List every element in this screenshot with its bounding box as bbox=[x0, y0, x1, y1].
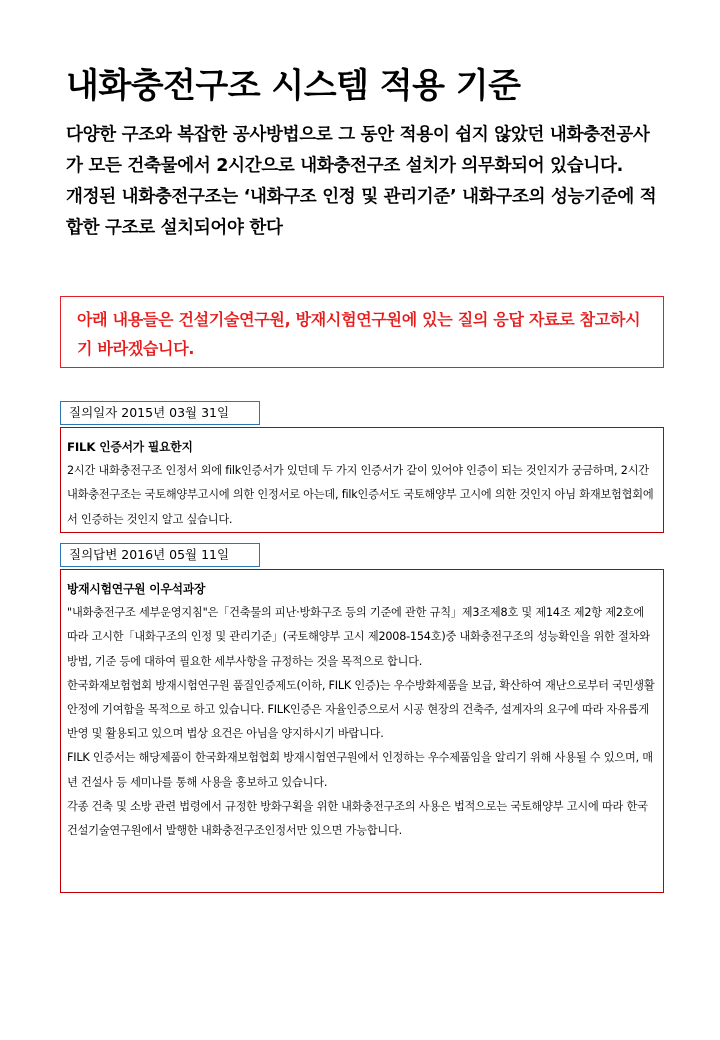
answer-paragraph: "내화충전구조 세부운영지침"은「건축물의 피난·방화구조 등의 기준에 관한 규칙」제3조제8호 및 제14조 제2항 제2호에 따라 고시한「내화구조의 인정 및 관리기준」(국토해양부 고시 제2008-154호)중 내화충전구조의 성능확인을 위한 절차와 방법, 기준 등에 대하여 필요한 세부사항을 규정하는 것을 목적으로 합니다. bbox=[67, 606, 650, 668]
answer-paragraph: 한국화재보험협회 방재시험연구원 품질인증제도(이하, FILK 인증)는 우수방화제품을 보급, 확산하여 재난으로부터 국민생활 안정에 기여함을 목적으로 하고 있습니다. FILK인증은 자율인증으로서 시공 현장의 건축주, 설계자의 요구에 따라 자유롭게 반영 및 활용되고 있으며 법상 요건은 아님을 양지하시기 바랍니다. bbox=[67, 678, 655, 741]
question-date-tab: 질의일자 2015년 03월 31일 bbox=[60, 401, 260, 425]
page-title: 내화충전구조 시스템 적용 기준 bbox=[66, 66, 521, 106]
answer-paragraph: 각종 건축 및 소방 관련 법령에서 규정한 방화구획을 위한 내화충전구조의 사용은 법적으로는 국토해양부 고시에 따라 한국건설기술연구원에서 발행한 내화충전구조인정서만 있으면 가능합니다. bbox=[67, 799, 648, 838]
answer-paragraph: FILK 인증서는 해당제품이 한국화재보험협회 방재시험연구원에서 인정하는 우수제품임을 알리기 위해 사용될 수 있으며, 매년 건설사 등 세미나를 통해 사용을 홍보하고 있습니다. bbox=[67, 751, 653, 789]
answer-date-tab: 질의답변 2016년 05월 11일 bbox=[60, 543, 260, 567]
notice-text: 아래 내용들은 건설기술연구원, 방재시험연구원에 있는 질의 응답 자료로 참고하시기 바라겠습니다. bbox=[77, 310, 641, 358]
question-heading: FILK 인증서가 필요한지 bbox=[67, 440, 193, 454]
intro-section bbox=[66, 120, 666, 244]
notice-box bbox=[60, 296, 664, 368]
answer-box bbox=[60, 569, 664, 893]
question-box bbox=[60, 427, 664, 533]
intro-paragraph: 다양한 구조와 복잡한 공사방법으로 그 동안 적용이 쉽지 않았던 내화충전공사가 모든 건축물에서 2시간으로 내화충전구조 설치가 의무화되어 있습니다. bbox=[66, 125, 650, 176]
intro-paragraph: 개정된 내화충전구조는 ‘내화구조 인정 및 관리기준’ 내화구조의 성능기준에 적합한 구조로 설치되어야 한다 bbox=[66, 187, 657, 238]
question-body: 2시간 내화충전구조 인정서 외에 filk인증서가 있던데 두 가지 인증서가 같이 있어야 인증이 되는 것인지가 궁금하며, 2시간 내화충전구조는 국토해양부고시에 의한 인정서로 아는데, filk인증서도 국토해양부 고시에 의한 것인지 아님 화재보험협회에서 인증하는 것인지 알고 싶습니다. bbox=[67, 464, 654, 526]
answer-heading: 방재시험연구원 이우석과장 bbox=[67, 582, 206, 596]
